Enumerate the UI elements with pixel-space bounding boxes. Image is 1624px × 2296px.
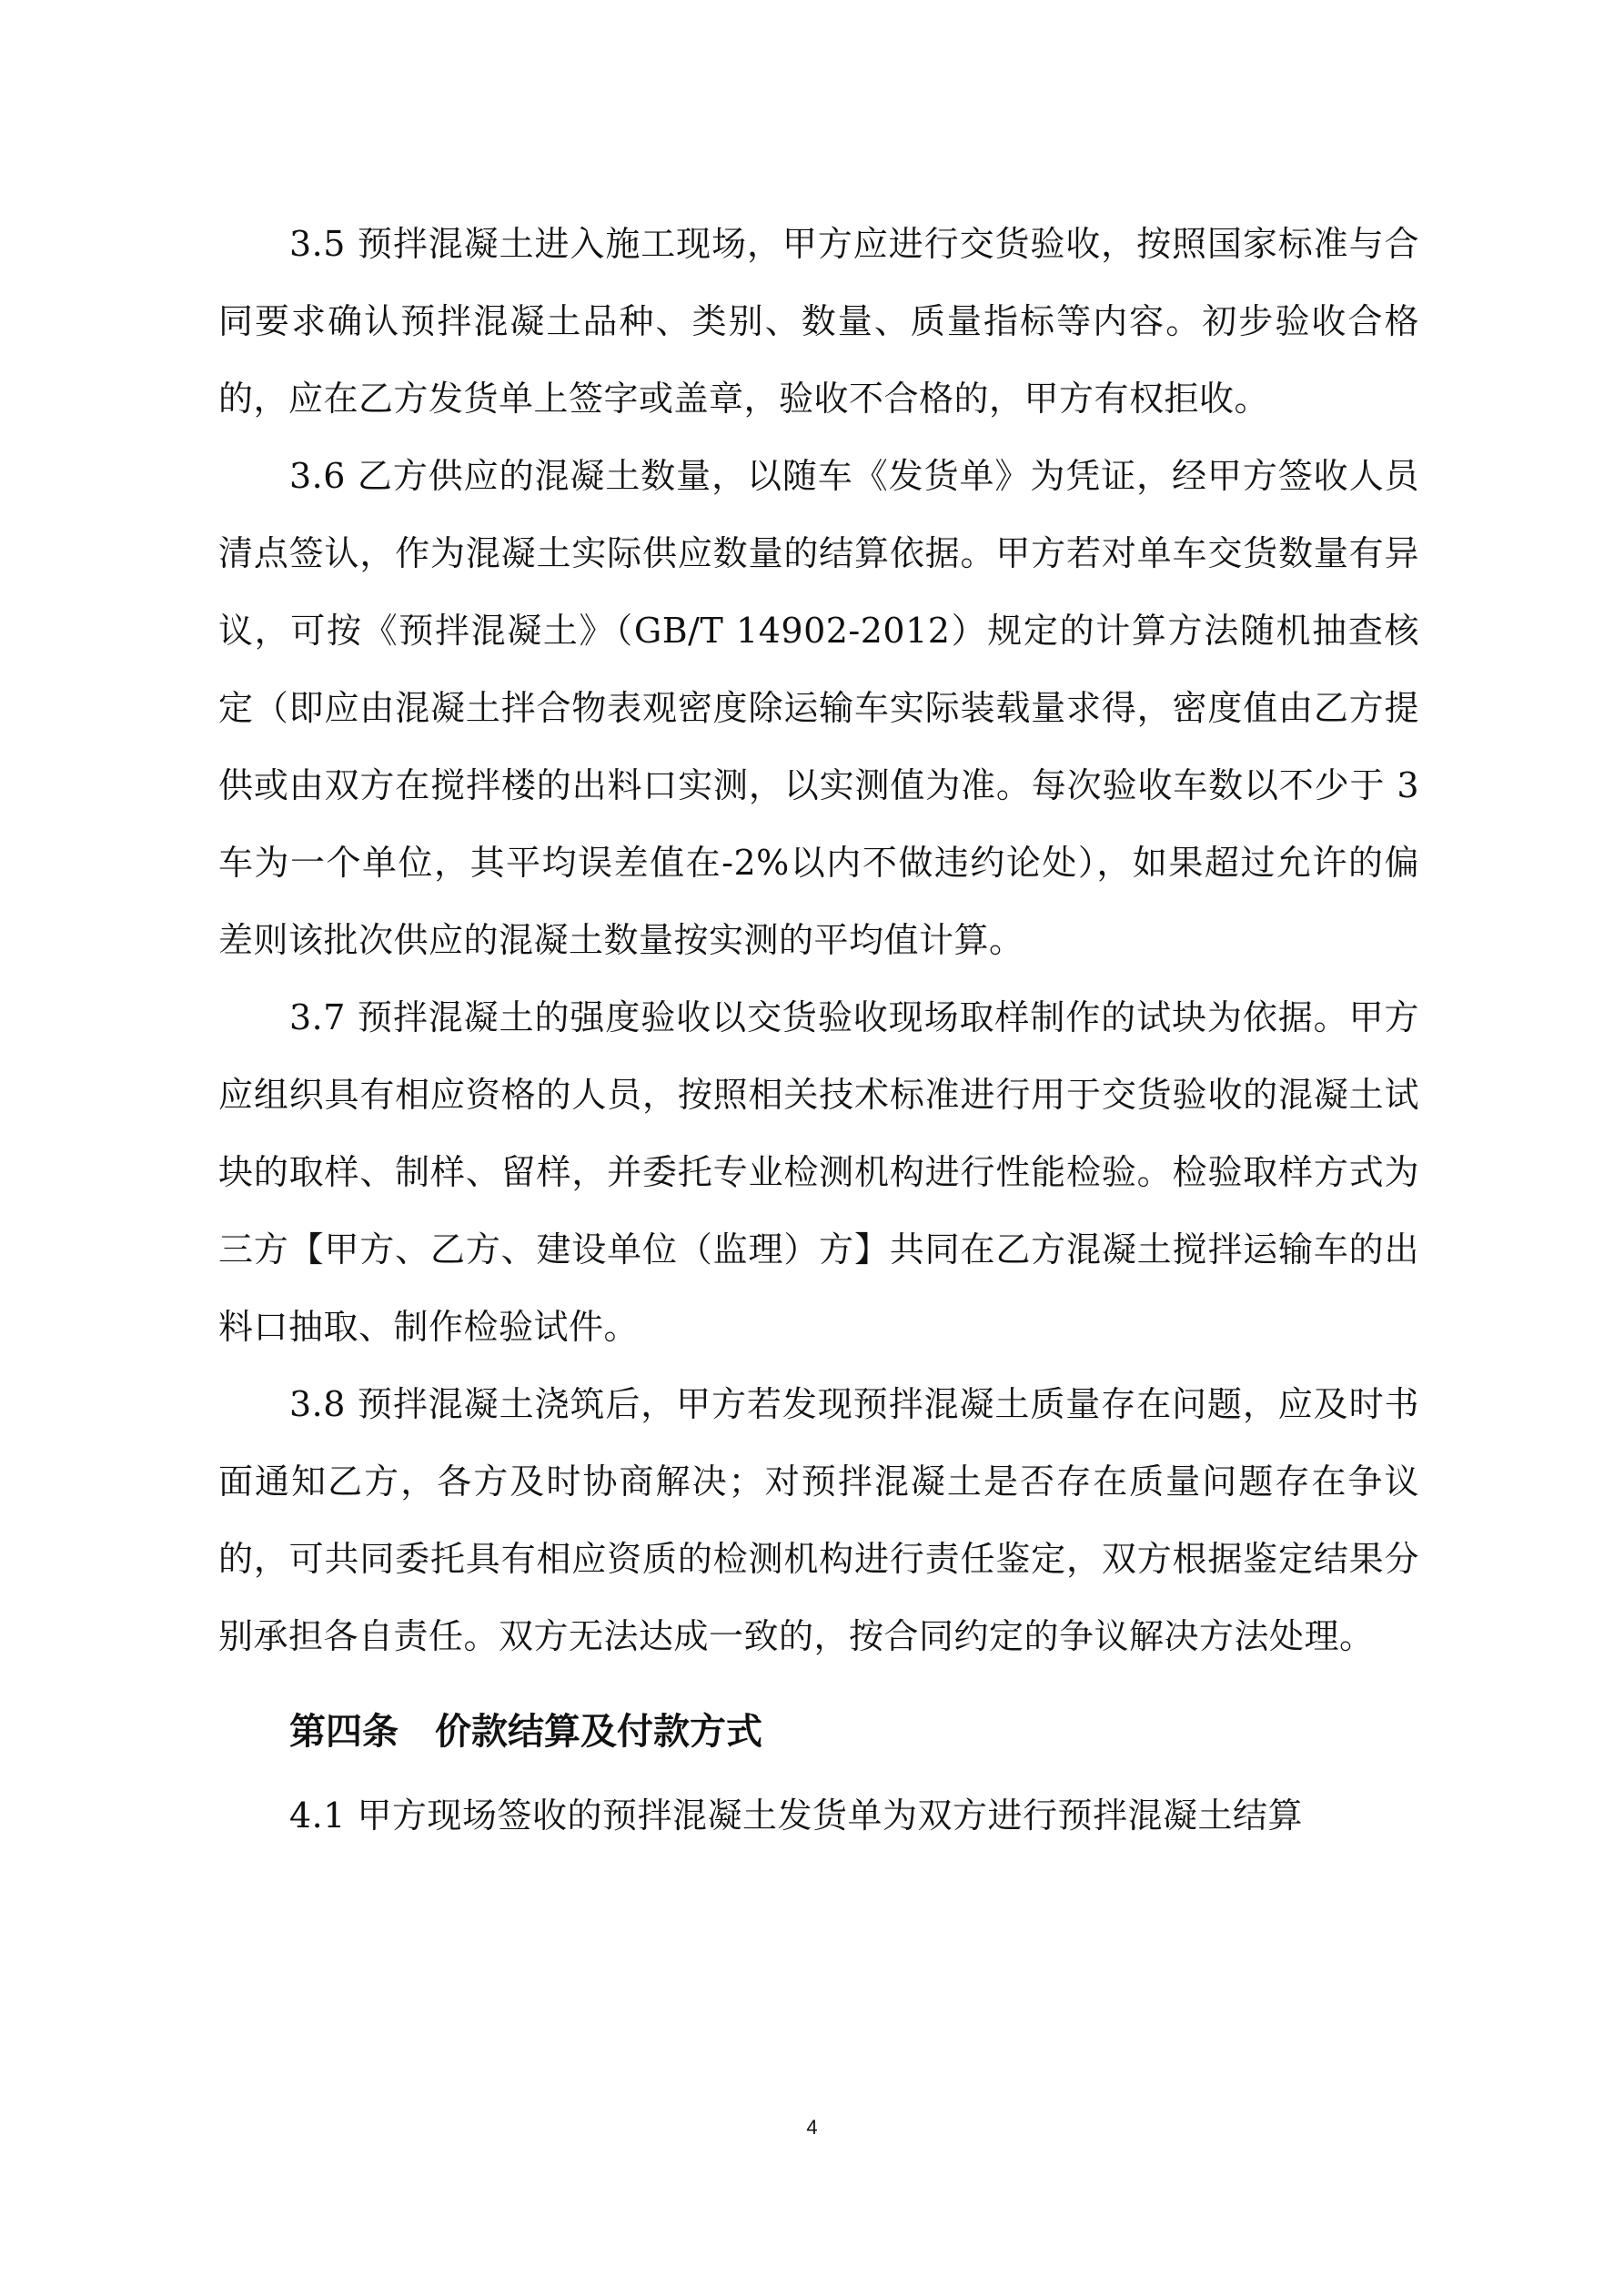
article-4-heading: 第四条 价款结算及付款方式	[289, 1711, 762, 1753]
clause-3-6-paragraph: 3.6 乙方供应的混凝土数量，以随车《发货单》为凭证，经甲方签收人员清点签认，作为混凝土实际供应数量的结算依据。甲方若对单车交货数量有异议，可按《预拌混凝土》（GB/T 14902-2012）规定的计算方法随机抽查核定（即应由混凝土拌合物表观密度除运输车实际装载量求得，密度值由乙方提供或由双方在搅拌楼的出料口实测，以实测值为准。每次验收车数以不少于 3 车为一个单位，其平均误差值在-2%以内不做违约论处），如果超过允许的偏差则该批次供应的混凝土数量按实测的平均值计算。	[218, 456, 1419, 960]
clause-3-5-paragraph: 3.5 预拌混凝土进入施工现场，甲方应进行交货验收，按照国家标准与合同要求确认预拌混凝土品种、类别、数量、质量指标等内容。初步验收合格的，应在乙方发货单上签字或盖章，验收不合格的，甲方有权拒收。	[218, 224, 1419, 419]
clause-3-8-paragraph: 3.8 预拌混凝土浇筑后，甲方若发现预拌混凝土质量存在问题，应及时书面通知乙方，各方及时协商解决；对预拌混凝土是否存在质量问题存在争议的，可共同委托具有相应资质的检测机构进行责任鉴定，双方根据鉴定结果分别承担各自责任。双方无法达成一致的，按合同约定的争议解决方法处理。	[218, 1384, 1419, 1656]
clause-4-1-paragraph: 4.1 甲方现场签收的预拌混凝土发货单为双方进行预拌混凝土结算	[289, 1795, 1304, 1836]
clause-3-7-paragraph: 3.7 预拌混凝土的强度验收以交货验收现场取样制作的试块为依据。甲方应组织具有相应资格的人员，按照相关技术标准进行用于交货验收的混凝土试块的取样、制样、留样，并委托专业检测机构进行性能检验。检验取样方式为三方【甲方、乙方、建设单位（监理）方】共同在乙方混凝土搅拌运输车的出料口抽取、制作检验试件。	[218, 997, 1419, 1347]
document-body	[218, 206, 1419, 1855]
page-number: 4	[806, 2116, 818, 2139]
